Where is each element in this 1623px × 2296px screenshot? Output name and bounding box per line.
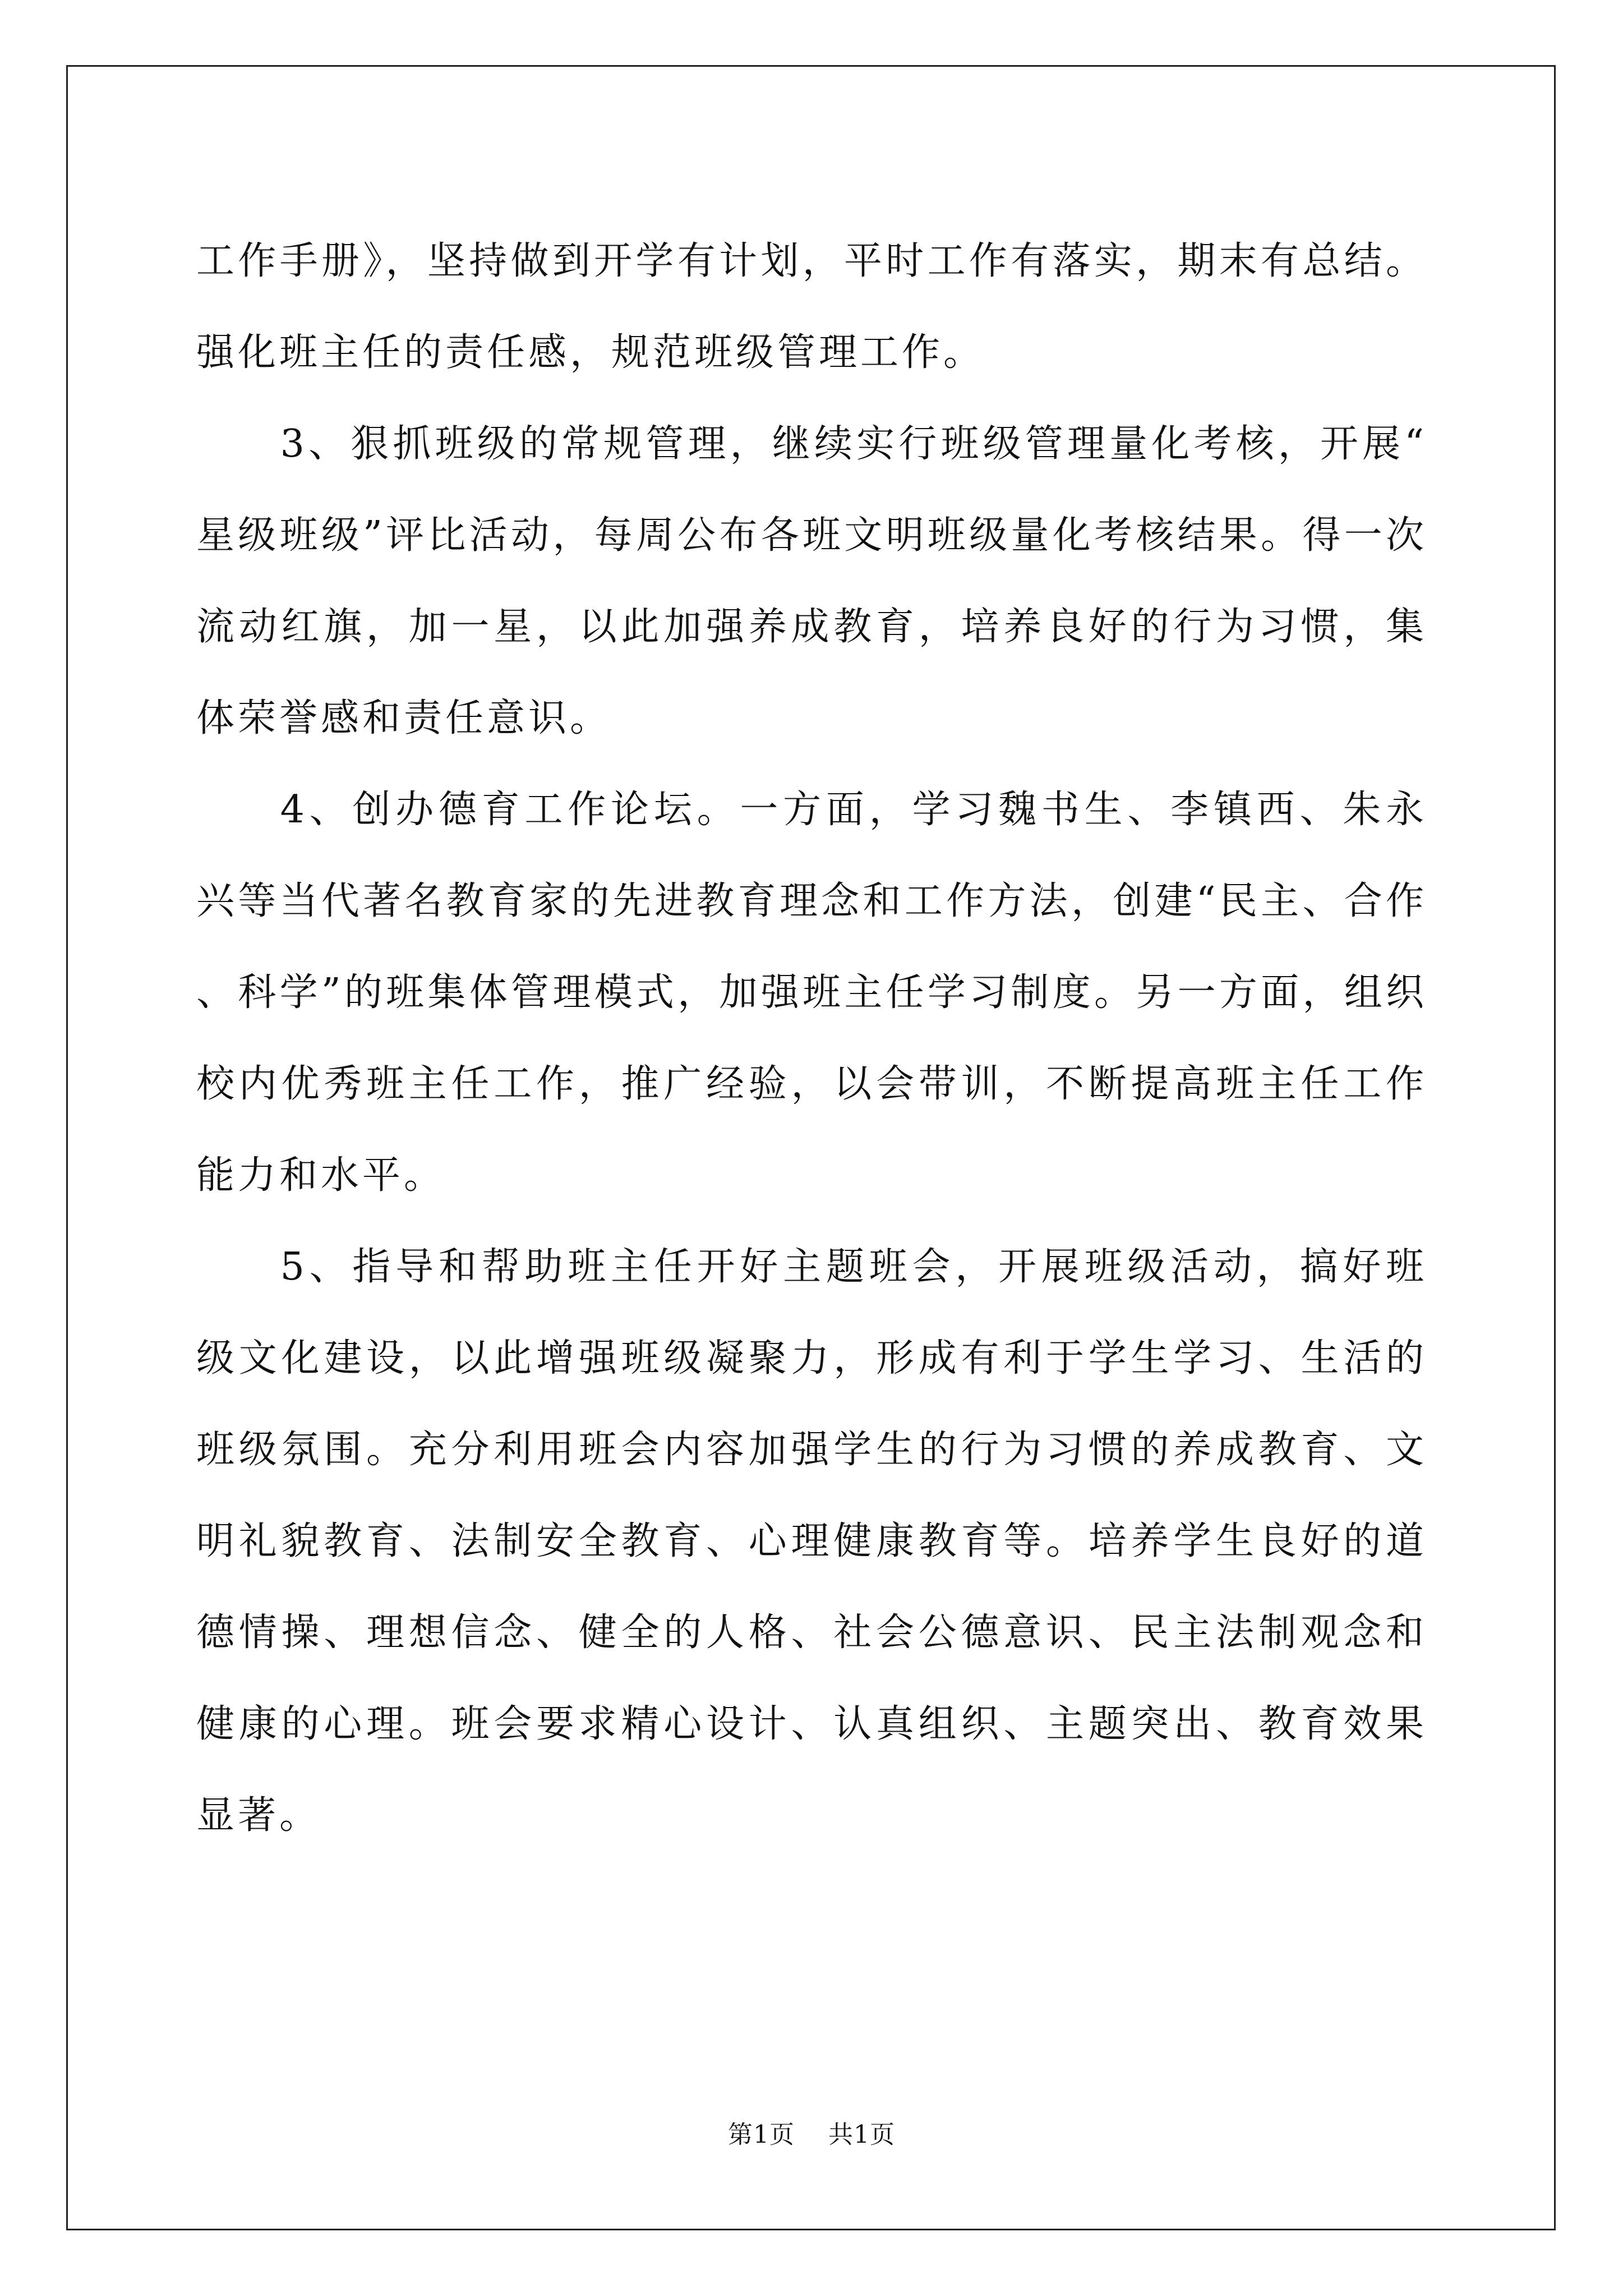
- paragraph-4: 5、指导和帮助班主任开好主题班会，开展班级活动，搞好班级文化建设，以此增强班级凝聚力，形成有利于学生学习、生活的班级氛围。充分利用班会内容加强学生的行为习惯的养成教育、文明礼貌教育、法制安全教育、心理健康教育等。培养学生良好的道德情操、理想信念、健全的人格、社会公德意识、民主法制观念和健康的心理。班会要求精心设计、认真组织、主题突出、教育效果显著。: [196, 1245, 1427, 1838]
- paragraph-1: 工作手册》，坚持做到开学有计划，平时工作有落实，期末有总结。强化班主任的责任感，规范班级管理工作。: [196, 239, 1427, 375]
- page-number: 第1页: [728, 2120, 795, 2149]
- paragraph-3: 4、创办德育工作论坛。一方面，学习魏书生、李镇西、朱永兴等当代著名教育家的先进教育理念和工作方法，创建“民主、合作、科学”的班集体管理模式，加强班主任学习制度。另一方面，组织校内优秀班主任工作，推广经验，以会带训，不断提高班主任工作能力和水平。: [196, 788, 1427, 1198]
- document-body: [196, 215, 1427, 1861]
- paragraph-2: 3、狠抓班级的常规管理，继续实行班级管理量化考核，开展“星级班级”评比活动，每周公布各班文明班级量化考核结果。得一次流动红旗，加一星，以此加强养成教育，培养良好的行为习惯，集体荣誉感和责任意识。: [196, 422, 1427, 740]
- page-footer: [0, 2118, 1623, 2152]
- page-total: 共1页: [828, 2120, 895, 2149]
